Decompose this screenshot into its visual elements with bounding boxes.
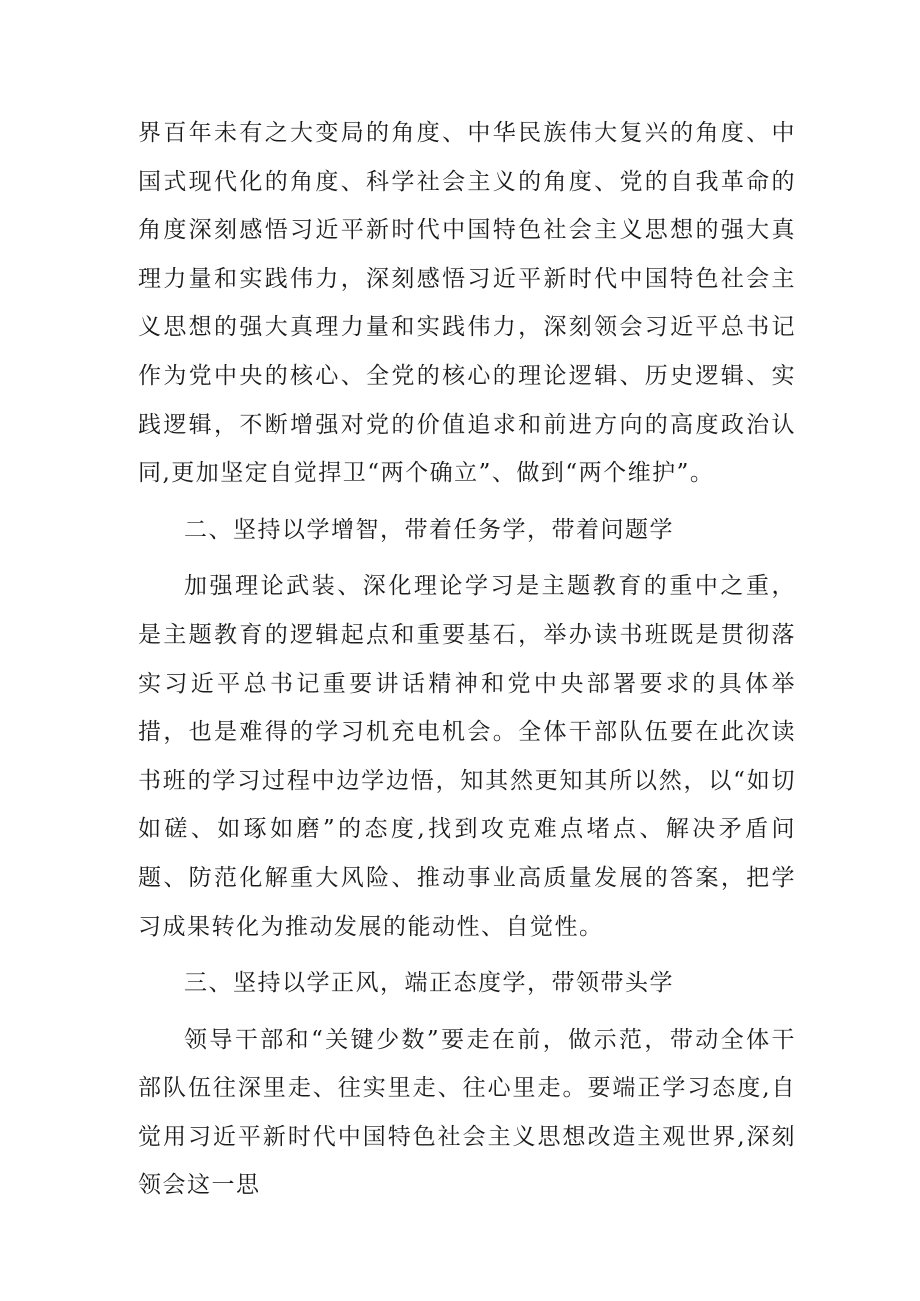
paragraph-section-3: 领导干部和“关键少数”要走在前，做示范，带动全体干部队伍往深里走、往实里走、往心里走。要端正学习态度,自觉用习近平新时代中国特色社会主义思想改造主观世界,深刻领会这一思 (138, 1026, 796, 1199)
paragraph-continuation: 界百年未有之大变局的角度、中华民族伟大复兴的角度、中国式现代化的角度、科学社会主义的角度、党的自我革命的角度深刻感悟习近平新时代中国特色社会主义思想的强大真理力量和实践伟力，深刻感悟习近平新时代中国特色社会主义思想的强大真理力量和实践伟力，深刻领会习近平总书记作为党中央的核心、全党的核心的理论逻辑、历史逻辑、实践逻辑，不断增强对党的价值追求和前进方向的高度政治认同,更加坚定自觉捍卫“两个确立”、做到“两个维护”。 (138, 120, 796, 487)
section-heading-3: 三、坚持以学正风，端正态度学，带领带头学 (184, 970, 674, 997)
paragraph-section-2: 加强理论武装、深化理论学习是主题教育的重中之重，是主题教育的逻辑起点和重要基石，举办读书班既是贯彻落实习近平总书记重要讲话精神和党中央部署要求的具体举措，也是难得的学习机充电机会。全体干部队伍要在此次读书班的学习过程中边学边悟，知其然更知其所以然，以“如切如磋、如琢如磨”的态度,找到攻克难点堵点、解决矛盾问题、防范化解重大风险、推动事业高质量发展的答案，把学习成果转化为推动发展的能动性、自觉性。 (138, 573, 796, 940)
document-body (138, 109, 796, 1210)
section-heading-2: 二、坚持以学增智，带着任务学，带着问题学 (184, 516, 674, 543)
